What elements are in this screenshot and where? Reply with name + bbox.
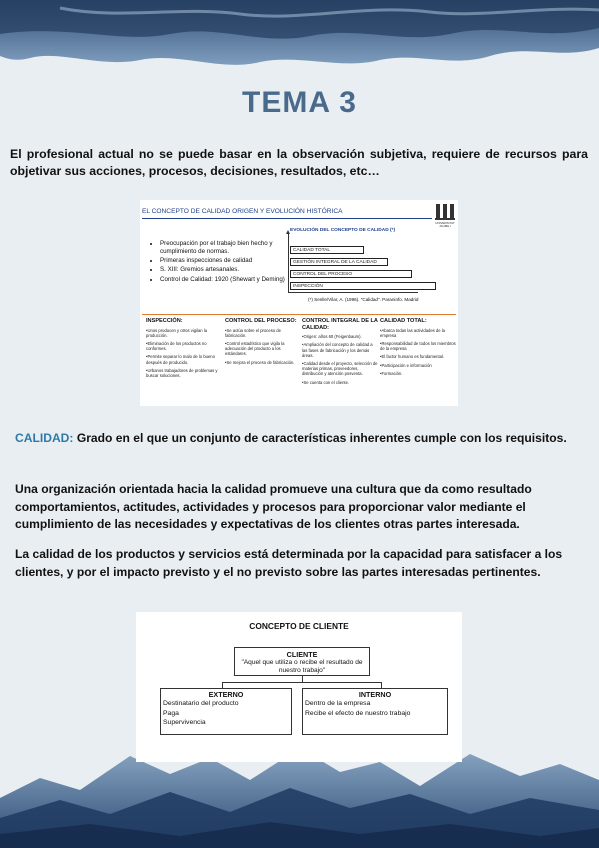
evolution-axis-horizontal	[288, 292, 418, 293]
slide-title-rule	[142, 218, 432, 219]
connector-line	[222, 682, 382, 683]
calidad-text: Grado en el que un conjunto de características inherentes cumple con los requisitos.	[73, 431, 567, 445]
column-heading: CONTROL DEL PROCESO:	[225, 318, 297, 324]
slide-bullet: • S. XIII: Gremios artesanales.	[160, 266, 294, 274]
column-item: •Responsabilidad de todos los miembros de la empresa	[380, 341, 456, 352]
column-item: •Unos producen y otros vigilan la producción.	[146, 327, 208, 338]
column-item: •Ampliación del concepto de calidad a las fases de fabricación y los demás áreas.	[302, 342, 373, 358]
externo-heading: EXTERNO	[208, 690, 244, 699]
interno-box	[302, 688, 448, 735]
slide-column-inspeccion	[146, 318, 222, 381]
column-item: •Eliminación de los productos no conformes.	[146, 341, 207, 352]
column-item: •Control estadístico que vigila la adecuación del producto a los estándares.	[225, 341, 285, 357]
page-title: TEMA 3	[242, 86, 357, 119]
slide-bullet: • Preocupación por el trabajo bien hecho y cumplimiento de normas.	[160, 240, 294, 256]
calidad-label: CALIDAD:	[15, 431, 74, 445]
interno-line: Recibe el efecto de nuestro trabajo	[305, 709, 411, 717]
client-box	[234, 647, 370, 676]
column-item: •Se mejora el proceso de fabricación.	[225, 359, 295, 365]
interno-line: Dentro de la empresa	[305, 700, 371, 707]
column-item: •Participación e información	[380, 362, 432, 368]
quality-products-paragraph: La calidad de los productos y servicios está determinada por la capacidad para satisfacer a los clientes, y por el impacto previsto y el no previsto sobre las partes interesadas pertinentes.	[15, 547, 563, 579]
column-item: •Calidad desde el proyecto, selección de materias primas, proveedores, distribución y atención posventa.	[302, 361, 378, 377]
client-heading: CLIENTE	[286, 650, 318, 659]
quality-culture-paragraph: Una organización orientada hacia la calidad promueve una cultura que da como resultado comportamientos, actitudes, actividades y procesos para proporcionar valor mediante el cumplimiento de las necesidades y expectativas de los clientes otras partes interesada.	[15, 482, 532, 531]
evolution-level-box: CONTROL DEL PROCESO	[290, 270, 412, 278]
column-item: •Abarca todas las actividades de la empresa	[380, 327, 446, 338]
university-logo-icon	[434, 202, 456, 222]
intro-paragraph: El profesional actual no se puede basar en la observación subjetiva, requiere de recursos para objetivar sus acciones, procesos, decisiones, resultados, etc…	[10, 147, 588, 178]
evolution-title: EVOLUCIÓN DEL CONCEPTO DE CALIDAD (*)	[290, 228, 396, 233]
column-item: •Se cuenta con el cliente.	[302, 379, 350, 385]
evolution-axis-vertical	[288, 234, 289, 292]
externo-line: Paga	[163, 709, 179, 717]
column-item: •Urbanos trabajadores de problemas y buscar soluciones.	[146, 367, 218, 379]
evolution-level-box: INSPECCIÓN	[290, 282, 436, 290]
slide-separator	[142, 314, 456, 315]
slide-bullet: • Control de Calidad: 1920 (Shewart y Deming)	[160, 276, 294, 284]
externo-line: Supervivencia	[163, 719, 206, 726]
client-concept-diagram	[136, 612, 462, 762]
slide-column-control-integral	[302, 318, 378, 388]
watercolor-header-decoration	[0, 0, 599, 90]
column-item: •Se actúa sobre el proceso de fabricación.	[225, 327, 281, 338]
slide-bullets	[148, 240, 294, 285]
evolution-level-box: GESTIÓN INTEGRAL DE LA CALIDAD	[290, 258, 388, 266]
externo-box	[160, 688, 292, 735]
diagram-title: CONCEPTO DE CLIENTE	[249, 621, 349, 631]
calidad-definition	[15, 430, 585, 448]
column-item: •Formación.	[380, 370, 403, 376]
externo-line: Destinatario del producto	[163, 700, 239, 707]
column-item: •Permite separar lo malo de lo bueno después de producido.	[146, 354, 215, 365]
column-heading: CONTROL INTEGRAL DE LA CALIDAD:	[302, 318, 378, 331]
slide-title: EL CONCEPTO DE CALIDAD ORIGEN Y EVOLUCIÓN HISTÓRICA	[142, 208, 343, 215]
slide-column-calidad-total	[380, 318, 456, 379]
university-logo-text: UNIVERSITAT JAUME I	[435, 221, 455, 229]
interno-heading: INTERNO	[358, 690, 392, 699]
client-definition: "Aquel que utiliza o recibe el resultado de nuestro trabajo"	[241, 659, 363, 674]
slide-bullet: • Primeras inspecciones de calidad	[160, 257, 294, 265]
evolution-citation: (*) Senlle/Vilar, A. (1996). "Calidad". Paraninfo. Madrid	[308, 297, 419, 302]
evolution-level-box: CALIDAD TOTAL	[290, 246, 364, 254]
column-heading: CALIDAD TOTAL:	[380, 318, 427, 324]
slide-column-control-proceso	[225, 318, 301, 368]
column-item: •Origen: años 60 (Feigenbaum).	[302, 334, 362, 340]
quality-history-slide	[140, 200, 458, 406]
column-heading: INSPECCIÓN:	[146, 318, 183, 324]
column-item: •El factor humano es fundamental.	[380, 354, 445, 360]
